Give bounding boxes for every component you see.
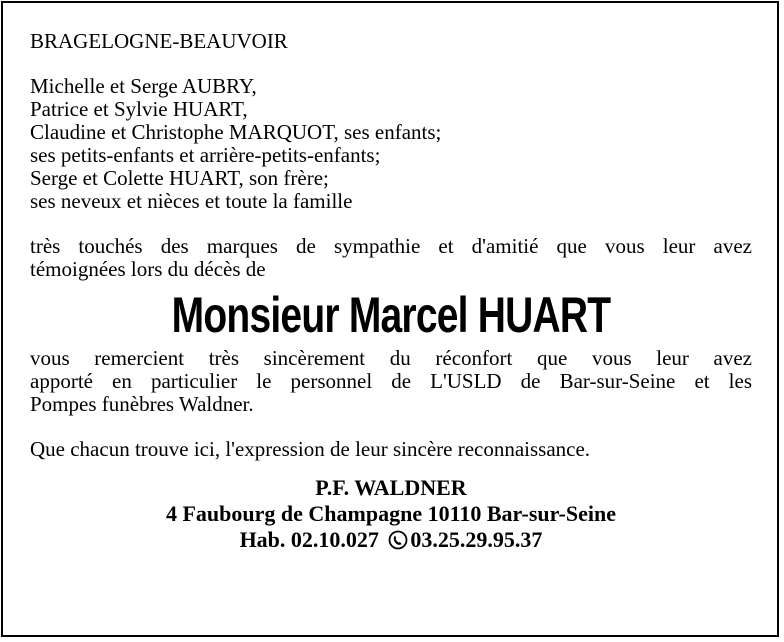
family-line: Serge et Colette HUART, son frère; <box>30 166 329 190</box>
thanks-line: vous remercient très sincèrement du réconfort que vous leur avez <box>30 346 752 370</box>
notice-content <box>30 30 752 553</box>
thanks-line: apporté en particulier le personnel de L'USLD de Bar-sur-Seine et les <box>30 369 752 393</box>
closing-sentence: Que chacun trouve ici, l'expression de leur sincère reconnaissance. <box>30 437 591 461</box>
thanks-paragraph <box>30 347 752 416</box>
spacer <box>30 53 752 75</box>
family-line: ses petits-enfants et arrière-petits-enfants; <box>30 143 381 167</box>
intro-line: témoignées lors du décès de <box>30 257 266 281</box>
hab-number: Hab. 02.10.027 <box>239 527 379 552</box>
spacer <box>30 213 752 235</box>
phone-number: 03.25.29.95.37 <box>410 527 543 552</box>
funeral-home-footer <box>30 475 752 553</box>
intro-line: très touchés des marques de sympathie et d'amitié que vous leur avez <box>30 234 752 258</box>
family-line: Patrice et Sylvie HUART, <box>30 97 248 121</box>
spacer <box>30 416 752 438</box>
company-name: P.F. WALDNER <box>315 475 467 500</box>
spacer <box>30 461 752 475</box>
family-line: Michelle et Serge AUBRY, <box>30 74 257 98</box>
deceased-name: Monsieur Marcel HUART <box>171 287 611 343</box>
family-line: Claudine et Christophe MARQUOT, ses enfants; <box>30 120 442 144</box>
company-address: 4 Faubourg de Champagne 10110 Bar-sur-Seine <box>165 501 616 526</box>
intro-paragraph <box>30 235 752 281</box>
contact-line <box>30 527 752 553</box>
telephone-icon <box>388 530 408 550</box>
thanks-line: Pompes funèbres Waldner. <box>30 392 254 416</box>
family-line: ses neveux et nièces et toute la famille <box>30 189 353 213</box>
family-list <box>30 75 752 213</box>
location-heading: BRAGELOGNE-BEAUVOIR <box>30 29 288 53</box>
